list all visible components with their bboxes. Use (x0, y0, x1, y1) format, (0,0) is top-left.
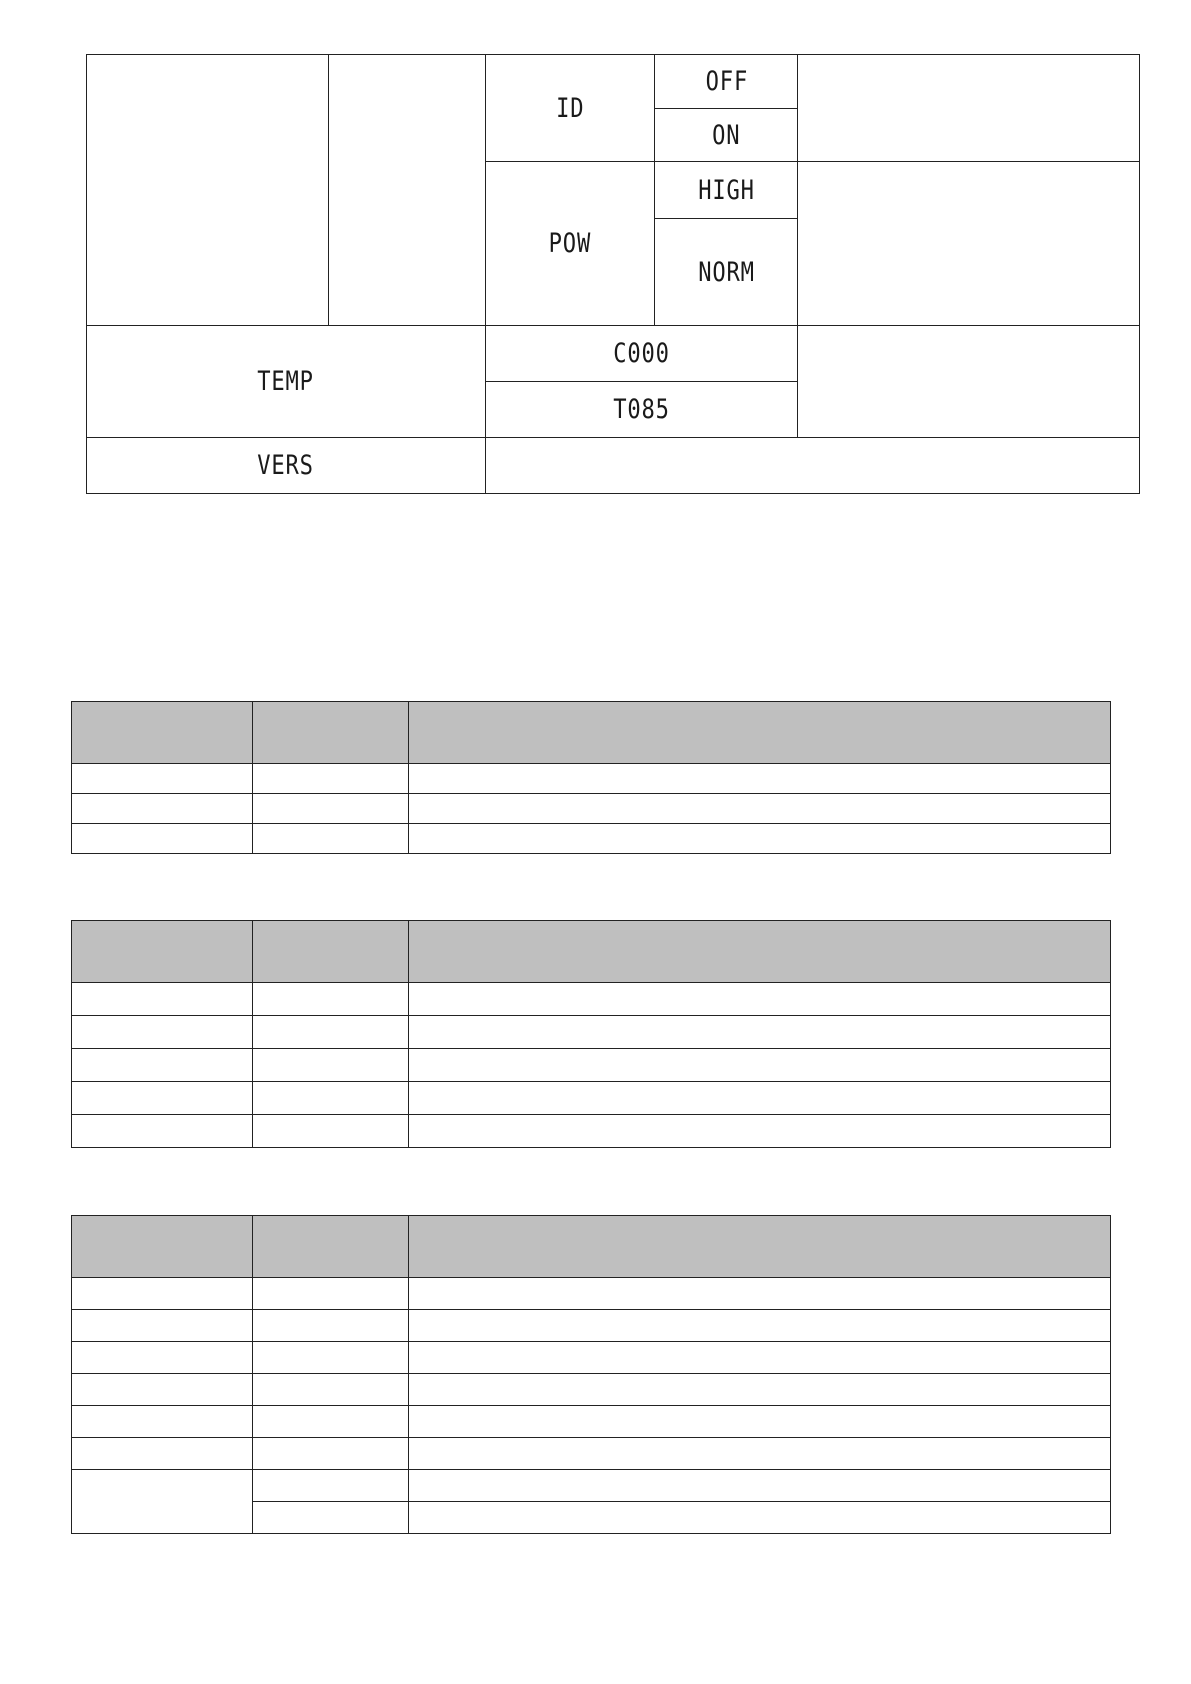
temp-label-cell (87, 326, 486, 438)
table-row (72, 1278, 1111, 1310)
pow-option-high: HIGH (698, 174, 755, 206)
header-cell (253, 702, 409, 764)
menu-display-table (86, 54, 1140, 494)
pow-option-norm: NORM (698, 256, 755, 288)
table-row (72, 983, 1111, 1016)
table-3 (71, 1215, 1111, 1534)
table-row (72, 1406, 1111, 1438)
table-row (72, 1342, 1111, 1374)
temp-option-c000: C000 (613, 338, 670, 369)
id-option-off-cell (655, 55, 798, 109)
vers-label: VERS (257, 450, 315, 481)
table-row (72, 764, 1111, 794)
table-row (72, 1470, 1111, 1502)
table-row (72, 1049, 1111, 1082)
pow-option-high-cell (655, 162, 798, 219)
table-row (72, 1115, 1111, 1148)
table-row (72, 794, 1111, 824)
empty-cell (798, 162, 1140, 326)
header-cell (72, 921, 253, 983)
table-row (72, 1310, 1111, 1342)
header-cell (409, 1216, 1111, 1278)
pow-option-norm-cell (655, 219, 798, 326)
header-cell (409, 702, 1111, 764)
empty-cell (87, 55, 329, 326)
temp-option-t085-cell (485, 382, 798, 438)
table-1 (71, 701, 1111, 854)
table-row (72, 824, 1111, 854)
pow-label: POW (548, 228, 592, 259)
id-option-off: OFF (705, 66, 748, 97)
temp-label: TEMP (257, 366, 315, 397)
vers-label-cell (87, 438, 486, 494)
header-cell (253, 1216, 409, 1278)
table-row (72, 1438, 1111, 1470)
temp-option-c000-cell (485, 326, 798, 382)
table-row (72, 1016, 1111, 1049)
id-label: ID (555, 92, 585, 124)
table-row (72, 1374, 1111, 1406)
header-cell (409, 921, 1111, 983)
header-cell (72, 702, 253, 764)
header-cell (72, 1216, 253, 1278)
pow-label-cell (485, 162, 655, 326)
table-row (72, 1082, 1111, 1115)
temp-option-t085: T085 (613, 394, 670, 425)
table-2 (71, 920, 1111, 1148)
id-option-on: ON (712, 119, 741, 151)
id-option-on-cell (655, 109, 798, 162)
empty-cell (798, 55, 1140, 162)
empty-cell (485, 438, 1139, 494)
header-cell (253, 921, 409, 983)
empty-cell (328, 55, 485, 326)
empty-cell (798, 326, 1140, 438)
id-label-cell (485, 55, 655, 162)
